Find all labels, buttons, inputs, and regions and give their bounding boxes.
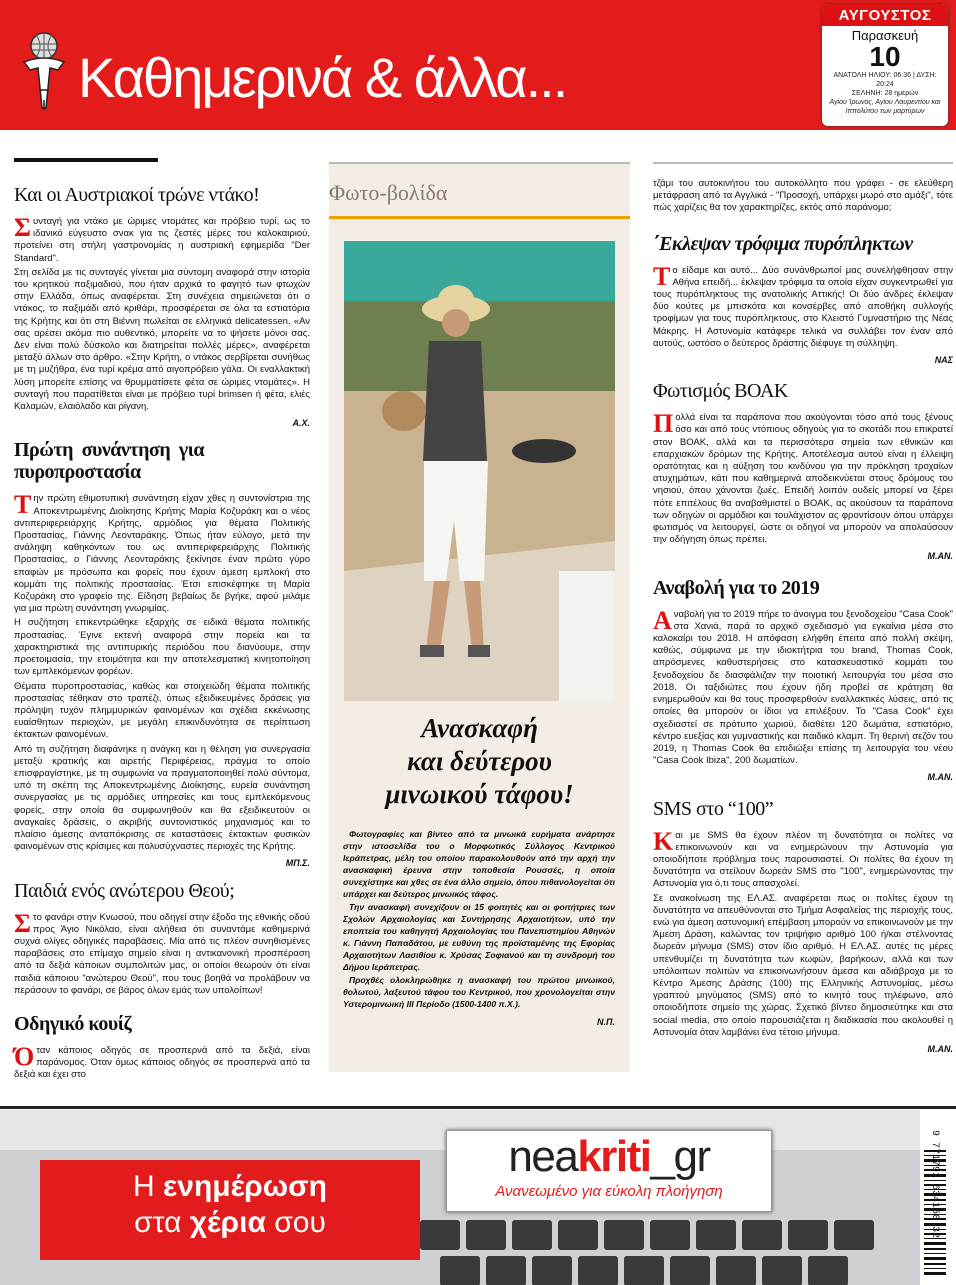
masthead-banner xyxy=(0,0,956,130)
divider xyxy=(0,1106,956,1109)
left-column xyxy=(14,170,310,1084)
article-title: Οδηγικό κουίζ xyxy=(14,1012,132,1035)
article-body xyxy=(14,1041,310,1082)
author-initials: Α.Χ. xyxy=(292,418,310,429)
feature-paragraph: Την ανασκαφή συνεχίζουν οι 15 φοιτητές και οι φοιτήτριες των Σχολών Αρχαιολογίας και Συντήρησης Αρχαιοτήτων, υπό την εποπτεία του καθηγητή Αρχαιολογίας του Πανεπιστημίου Αθηνών κ. Γιάννη Παπαδάτου, με ευθύνη της προϊσταμένης της Εφορίας Αρχαιοτήτων Λασιθίου κ. Χρύσας Σοφιανού και τη συνδρομή του Δήμου Ιεράπετρας. xyxy=(343,902,615,972)
drop-cap: Π xyxy=(653,409,674,439)
article-title: Πρώτη συνάντηση για πυροπροστασία xyxy=(14,439,204,484)
divider xyxy=(653,162,953,164)
article-body xyxy=(14,490,310,615)
calendar-saints: Αγίου Ίρωνος, Αγίου Λαυρεντίου και Ιππολύτου των μαρτύρων xyxy=(829,99,941,115)
article-paragraph: Η συζήτηση επικεντρώθηκε εξαρχής σε ειδικά θέματα πολιτικής προστασίας. Έγινε εκτενή αναφορά στην πορεία και τα χαρακτηριστικά της αντιπυρικής περιόδου που διανύουμε, στην προετοιμασία, την ετοιμότητα και την αποτελεσματική κινητοποίηση των εμπλεκόμενων φορέων. xyxy=(14,617,310,678)
drop-cap: Τ xyxy=(14,490,32,520)
article-body xyxy=(653,826,953,891)
neakriti-logo: neakriti_gr xyxy=(508,1132,710,1181)
article-body xyxy=(653,409,953,546)
masthead-title: Καθημερινά & άλλα... xyxy=(78,46,567,109)
excavation-photo-illustration xyxy=(344,241,615,701)
right-column xyxy=(653,178,953,1061)
article-paragraph: υνταγή για ντάκο με ώριμες ντομάτες και πρόβειο τυρί, ως το ιδανικό εύγευστο σνακ για τις ζεστές μέρες του καλοκαιριού, προτείνει στη στήλη γαστρονομίας η αυστριακή εφημερίδα "Der Standard". xyxy=(14,216,310,264)
article-title: ΄Εκλεψαν τρόφιμα πυρόπληκτων xyxy=(653,232,913,255)
article-paragraph: ναβολή για το 2019 πήρε το άνοιγμα του ξενοδοχείου "Casa Cook" στα Χανιά, παρά το αρχικό σχεδιασμό για εγκαίνια μέσα στο καλοκαίρι του 2018. Η απόφαση ελήφθη έπειτα από πολλή σκέψη, καθώς, σύμφωνα με την ιδιοκτήτρια του brand, Thomas Cook, απρόσμενες καθυστερήσεις στο κατασκευαστικό κομμάτι του ξενοδοχείου δε διασφάλιζαν την ποιοτική λειτουργία του μέσα στο 2018. Οι ταξιδιώτες που έχουν ήδη προβεί σε κράτηση θα ενημερωθούν και θα τους προσφερθούν εναλλακτικές λύσεις, από τις οποίες θα μπορούν οι ίδιοι να επιλέξουν. Το "Casa Cook" έχει σχεδιαστεί σε πρότυπο χωριού, διαθέτει 120 δωμάτια, εστιατόριο, κέντρο ευεξίας και γυμναστικής και παιδικό κλαμπ. Τη θερινή σεζόν του 2019, η Thomas Cook θα επιδιώξει επίσης τη λειτουργία του νέου "Casa Cook Ibiza", 200 δωματίων. xyxy=(653,608,953,767)
author-initials: Ν.Π. xyxy=(597,1017,615,1027)
column-top-rule xyxy=(14,158,158,162)
advertisement-banner[interactable] xyxy=(0,1110,956,1285)
article-paragraph: Από τη συζήτηση διαφάνηκε η ανάγκη και η θέληση για συνεργασία μεταξύ κρατικής και αιρετής Περιφέρειας, πράγμα το οποίο επισφραγίστηκε, με τη συμφωνία να πραγματοποιηθεί πολύ σύντομα, υπό τη σκέπη της Αποκεντρωμένης Διοίκησης, ευρεία συνάντηση συνεργασίας με τις αρμόδιες υπηρεσίες και τους εμπλεκόμενους φορείς, στην οποία θα συμφωνηθούν και θα εξειδικευτούν οι αναγκαίες δράσεις, ο ακριβής συντονιστικός μηχανισμός και το πλαίσιο άμεσης ανταπόκρισης σε καταστάσεις έκτακτων φυσικών φαινομένων στις κρίσιμες και πολυσύχναστες περιοχές της Κρήτης. xyxy=(14,743,310,853)
feature-paragraph: Φωτογραφίες και βίντεο από τα μινωικά ευρήματα ανάρτησε στην ιστοσελίδα του ο Μορφωτικός Σύλλογος Κεντρικού Ιεράπετρας, μέλη του οποίου παρακολουθούν από την αρχή την ανασκαφική έρευνα στην τοποθεσία Ρουσσές, η οποία συνεχίστηκε και χθες σε ένα άλλο σημείο, όπου πιθανολογείται ότι υπάρχει και δεύτερος μινωικός τάφος. xyxy=(343,829,615,899)
drop-cap: Ό xyxy=(14,1041,35,1071)
article-body xyxy=(653,605,953,768)
article-paragraph: αι με SMS θα έχουν πλέον τη δυνατότητα οι πολίτες να επικοινωνούν και να ενημερώνουν την Αστυνομία για οποιοδήποτε πρόβλημα τους παρουσιαστεί. Οι πολίτες θα έχουν τη δυνατότητα να στείλουν δωρεάν SMS στο "100", ενημερώνοντας την Αστυνομία για ό,τι τους απασχολεί. xyxy=(653,829,953,890)
section-label: Φωτο-βολίδα xyxy=(329,180,448,205)
ad-slogan-line: Η ενημέρωση xyxy=(133,1170,327,1203)
drop-cap: Σ xyxy=(14,213,31,242)
calendar-month: ΑΥΓΟΥΣΤΟΣ xyxy=(822,4,948,26)
author-initials: ΜΠ.Σ. xyxy=(285,858,310,869)
article-paragraph: ταν κάποιος οδηγός σε προσπερνά από τα δεξιά, είναι παράνομος. Όταν όμως κάποιος οδηγός σε προσπερνά από τα δεξιά και έχει στο xyxy=(14,1044,310,1081)
ad-tagline: Ανανεωμένο για εύκολη πλοήγηση xyxy=(495,1183,723,1200)
divider xyxy=(329,162,630,164)
author-initials: ΝΑΣ xyxy=(934,355,953,366)
newspaper-logo-icon xyxy=(14,30,74,120)
article-body xyxy=(14,213,310,265)
drop-cap: Κ xyxy=(653,826,674,856)
feature-headline xyxy=(344,712,615,811)
feature-body xyxy=(343,828,615,1034)
article-paragraph: ολλά είναι τα παράπονα που ακούγονται τόσο από τους ξένους όσο και από τους ντόπιους οδηγούς για το σκοτάδι που επικρατεί στον ΒΟΑΚ, αλλά και τα περισσότερα σημεία των εθνικών και επαρχιακών δρόμων της Κρήτης. Αποτέλεσμα αυτού είναι η έλλειψη ορατότητας και η αύξηση του κινδύνου για την πρόκληση τροχαίων ατυχημάτων, κάτι που καθημερινά αποδεικνύεται στους δρόμους του νησιού, όπου χάνονται ζωές. Επειδή λοιπόν ουδείς μπορεί να ξέρει πότε επιτέλους θα αναβαθμιστεί ο ΒΟΑΚ, ας ακούσουν τα παράπονα των οδηγών οι αρμόδιοι και τουλάχιστον ας φροντίσουν όπου υπάρχει φωτισμός να λειτουργεί, ώστε οι οδηγοί να μπορούν να απολαύσουν την οδήγηση όπως πρέπει. xyxy=(653,412,953,546)
headline-line: Ανασκαφή xyxy=(421,713,538,743)
ad-logo-box[interactable] xyxy=(446,1130,772,1212)
calendar-dayname: Παρασκευή xyxy=(851,28,919,43)
article-title: Παιδιά ενός ανώτερου Θεού; xyxy=(14,879,235,902)
author-initials: Μ.ΑΝ. xyxy=(927,551,953,562)
barcode-number: 9 771791 634150 32 xyxy=(929,1130,940,1239)
drop-cap: Τ xyxy=(653,261,671,291)
ad-slogan-line: στα χέρια σου xyxy=(134,1206,326,1239)
article-paragraph: το φανάρι στην Κνωσού, που οδηγεί στην έξοδο της εθνικής οδού προς Άγιο Νικόλαο, είναι αλήθεια ότι συναντάμε καθημερινά συχνά ολίγες οδηγικές παραβάσεις. Μία από τις πλέον συνηθισμένες παραβάσεις στο επίμαχο σημείο είναι η αντικανονική προσπέραση από τα δεξιά κάποιων συμπολιτών μας, οι οποίοι θεωρούν ότι είναι παιδιά κάποιου "ανώτερου Θεού", που τους βοηθά να προλάβουν να περάσουν το φανάρι, σε βάρος όλων εμάς των υπολοίπων! xyxy=(14,911,310,996)
drop-cap: Α xyxy=(653,605,672,635)
article-title: Και οι Αυστριακοί τρώνε ντάκο! xyxy=(14,184,260,206)
headline-line: μινωικού τάφου! xyxy=(385,779,574,809)
accent-rule xyxy=(329,216,630,219)
article-paragraph: τζάμι του αυτοκινήτου του αυτοκόλλητο που γράφει - σε ελεύθερη μετάφραση από τα Αγγλικά - "Προσοχή, υπάρχει μωρό στο αμάξι", τότε πώς χαρίζεις θα τον χαρακτηρίζες, εκτός από παράνομο; xyxy=(653,178,953,214)
author-initials: Μ.ΑΝ. xyxy=(927,772,953,783)
article-paragraph: Σε ανακοίνωση της ΕΛ.ΑΣ. αναφέρεται πως οι πολίτες έχουν τη δυνατότητα να απευθύνονται στο Τμήμα Ασφαλείας της περιοχής τους, ενώ για άμεση αστυνομική επέμβαση μπορούν να επικοινωνούν με την Άμεση Δράση, καλώντας τον τριψήφιο αριθμό 100 ή/και στέλνοντας δωρεάν μήνυμα (SMS) στον ίδιο αριθμό. Η ΕΛ.ΑΣ. αυτές τις μέρες υπενθυμίζει τη δυνατότητα των κωφών, βαρήκοων, αλλά και των υπόλοιπων πολιτών να επικοινωνήσουν άμεσα και αδιάβροχα με το Κέντρο Άμεσης Δράσης (100) της Ελληνικής Αστυνομίας, μέσω γραπτού μηνύματος (SMS) από το κινητό τους τηλέφωνο, από οποιοδήποτε σημείο της χώρας. Σχετικό βίντεο δημοσιεύτηκε και στα social media, στο οποίο παρουσιάζεται η διαδικασία που ακολουθεί η Αστυνομία όταν λαμβάνει ένα τέτοιο μήνυμα. xyxy=(653,892,953,1038)
article-body xyxy=(14,908,310,997)
article-title: Φωτισμός ΒΟΑΚ xyxy=(653,380,788,403)
author-initials: Μ.ΑΝ. xyxy=(927,1043,953,1054)
article-title: Αναβολή για το 2019 xyxy=(653,576,820,599)
calendar-moon: ΣΕΛΗΝΗ: 28 ημερών xyxy=(851,90,919,97)
headline-line: και δεύτερου xyxy=(407,746,552,776)
article-paragraph: ην πρώτη εθιμοτυπική συνάντηση είχαν χθες η συντονίστρια της Αποκεντρωμένης Διοίκησης Κρήτης Μαρία Κοζυράκη και ο νέος αντιπεριφερειάρχης Κρήτης, αρμόδιος για θέματα Πολιτικής Προστασίας, Γιάννης Λεονταράκης. Όπως ήταν εύλογο, μετά την ανάληψη καθηκόντων του ως αντιπεριφερειάρχης Πολιτικής Προστασίας, ο Γιάννης Λεονταράκης ξεκίνησε έναν πρώτο γύρο επαφών με πρόσωπα και φορείς που έχουν άμεση εμπλοκή στο κομμάτι της πολιτικής προστασίας. Έτσι επισκέφτηκε τη Μαρία Κοζυράκη στο γραφείο της. Είδηση βεβαίως δε βγήκε, αφού μιλάμε για μια πρώτη συνάντηση γνωριμίας. xyxy=(14,493,310,615)
calendar-day: 10 xyxy=(869,41,901,72)
excavation-photo xyxy=(344,241,615,701)
article-paragraph: Στη σελίδα με τις συνταγές γίνεται μια σύντομη αναφορά στην ιστορία του κρητικού παξιμαδιού, που ήταν αρχικά το φαγητό των φτωχών στην Ελλάδα, όπως αναφέρεται. Στη συνέχεια σημειώνεται ότι ο ντάκος, το παξιμάδι από κριθάρι, προσφέρεται σε όλα τα εστιατόρια της Κρήτης και ότι στη Βιέννη πωλείται σε ελληνικά delicatessen. «Αν σας αρέσει ακόμα πιο αυθεντικό, μπορείτε να το ψήσετε μόνοι σας. Δεν είναι πολύ δύσκολο και διατηρείται πολλές μέρες», αναφέρεται μεταξύ άλλων στο άρθρο. «Στην Κρήτη, ο ντάκος σερβίρεται συνήθως με τη μυζήθρα, ένα τυρί κρέμα από αιγοπρόβειο γάλα. Οι εναλλακτική λύση μπορείτε επίσης να θρυμματίσετε φέτα σε ώριμες ντομάτες». Η συνταγή που παρατίθεται είναι με πρόβειο τυρί brimsen ή φέτα, ελιές Καλαμών, ελαιόλαδο και ρίγανη. xyxy=(14,266,310,413)
article-title: SMS στο “100” xyxy=(653,797,774,820)
article-paragraph: ο είδαμε και αυτό... Δύο συνάνθρωποί μας συνελήφθησαν στην Αθήνα επειδή... έκλεψαν τρόφιμα τα οποία είχαν συγκεντρωθεί για τους πυρόπληκτους της ανατολικής Αττικής! Οι δύο άνδρες έκλεψαν δύο κούτες με μπισκότα και κονσέρβες από αποθήκη συλλογής τροφίμων για τους πυρόπληκτους, στο Κλειστό Γυμναστήριο της Νέας Μάκρης. Η Αστυνομία κατάφερε τελικά να συλλάβει τον έναν από αυτούς, ωστόσο ο δεύτερος δράστης διέφυγε τη σύλληψη. xyxy=(653,264,953,349)
article-body xyxy=(653,261,953,350)
article-paragraph: Θέματα πυροπροστασίας, καθώς και στοιχειώδη θέματα πολιτικής προστασίας τέθηκαν στο τραπέζι, όπως εξειδικευμένες δράσεις για πρόληψη τυχόν πλημμυρικών φαινομένων και σχέδια εκκένωσης ευαίσθητων περιοχών, με μεγάλη επικινδυνότητα σε περίπτωση έκτακτων φαινομένων. xyxy=(14,680,310,741)
calendar-sun-times: ΑΝΑΤΟΛΗ ΗΛΙΟΥ: 06:36 | ΔΥΣΗ: 20:24 xyxy=(833,72,937,88)
feature-paragraph: Προχθές ολοκληρώθηκε η ανασκαφή του πρώτου μινωικού, θολωτού, λαξευτού τάφου του Κεντρικού, που χρονολογείται στην Υστερομινωική ΙΙΙ Περίοδο (1500-1400 π.Χ.). xyxy=(343,975,615,1009)
drop-cap: Σ xyxy=(14,908,31,938)
ad-slogan xyxy=(40,1160,420,1260)
date-calendar xyxy=(822,4,948,126)
